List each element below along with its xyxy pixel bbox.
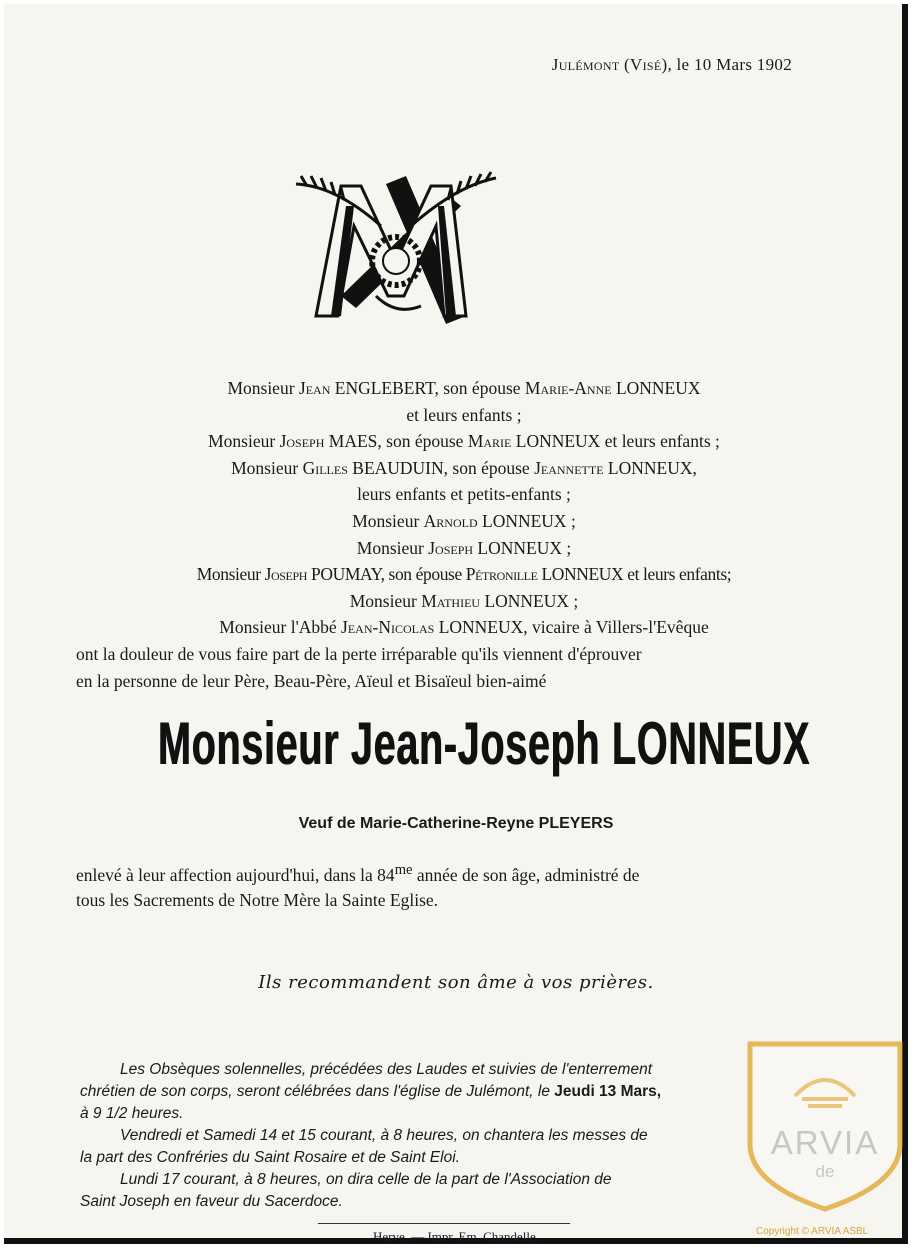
affection-text	[76, 858, 816, 913]
first-name: Arnold	[423, 510, 478, 531]
family-line	[64, 561, 864, 588]
first-name: Joseph	[264, 564, 308, 585]
funeral-line: Les Obsèques solennelles, précédées des Laudes et suivies de l'enterrement	[120, 1061, 653, 1078]
family-line	[64, 614, 864, 641]
family-line	[64, 455, 864, 482]
family-announcement	[64, 375, 864, 694]
text: Monsieur l'Abbé	[219, 617, 342, 638]
region-name: (Visé)	[624, 55, 668, 74]
prayer-line: Ils recommandent son âme à vos prières.	[258, 972, 654, 993]
funeral-line: Saint Joseph en faveur du Sacerdoce.	[80, 1193, 343, 1210]
text: LONNEUX, vicaire à Villers-l'Evêque	[434, 617, 709, 638]
place-name: Julémont	[551, 55, 620, 74]
text: LONNEUX ;	[473, 537, 572, 558]
text: ENGLEBERT, son épouse	[330, 378, 525, 398]
text: LONNEUX ;	[480, 590, 579, 611]
family-line: leurs enfants et petits-enfants ;	[357, 484, 571, 505]
text: LONNEUX ;	[477, 510, 576, 531]
text: Monsieur	[356, 537, 429, 558]
first-name: Gilles	[302, 457, 348, 478]
text: Monsieur	[231, 457, 303, 478]
family-line	[64, 588, 864, 615]
watermark-sub: de	[815, 1162, 835, 1181]
text: Monsieur	[196, 564, 265, 585]
deceased-name: Monsieur Jean-Joseph LONNEUX	[157, 710, 810, 777]
text: Monsieur	[352, 510, 424, 531]
first-name: Pétronille	[465, 564, 538, 585]
text: enlevé à leur affection aujourd'hui, dans la 84	[76, 864, 395, 885]
text: année de son âge, administré de	[412, 864, 640, 885]
printer-credit: Herve. — Impr. Em. Chandelle.	[372, 1229, 540, 1244]
text: Monsieur	[227, 378, 299, 398]
first-name: Jeannette	[534, 457, 604, 478]
family-line	[64, 428, 864, 455]
text: Monsieur	[349, 590, 422, 611]
funeral-line: Lundi 17 courant, à 8 heures, on dira celle de la part de l'Association de	[120, 1171, 612, 1188]
place-date	[552, 55, 792, 75]
text: POUMAY, son épouse	[307, 564, 466, 585]
funeral-line: la part des Confréries du Saint Rosaire et de Saint Eloi.	[80, 1149, 460, 1166]
text: LONNEUX	[611, 378, 701, 398]
text: LONNEUX et leurs enfants ;	[511, 431, 720, 452]
text: chrétien de son corps, seront célébrées dans l'église de Julémont, le	[80, 1083, 555, 1100]
first-name: Jean	[298, 378, 331, 398]
family-line: et leurs enfants ;	[406, 404, 522, 425]
affection-line	[76, 858, 816, 888]
funeral-line	[80, 1081, 820, 1103]
watermark-name: ARVIA	[770, 1124, 880, 1161]
ordinal-suffix: me	[394, 862, 413, 878]
widower-line: Veuf de Marie-Catherine-Reyne PLEYERS	[298, 815, 614, 832]
first-name: Marie	[467, 431, 512, 452]
funeral-line: Vendredi et Samedi 14 et 15 courant, à 8 heures, on chantera les messes de	[120, 1127, 648, 1144]
ornamental-monogram-icon	[286, 166, 506, 336]
text: MAES, son épouse	[324, 431, 468, 452]
first-name: Marie-Anne	[524, 378, 612, 398]
family-line	[64, 508, 864, 535]
funeral-line: à 9 1/2 heures.	[80, 1105, 184, 1122]
family-line: ont la douleur de vous faire part de la perte irréparable qu'ils viennent d'éprouver	[76, 643, 642, 664]
family-line	[64, 535, 864, 562]
text: BEAUDUIN, son épouse	[347, 457, 535, 478]
first-name: Jean-Nicolas	[341, 617, 435, 638]
copyright-notice: Copyright © ARVIA ASBL	[756, 1226, 869, 1237]
funeral-details	[80, 1059, 820, 1213]
text: Monsieur	[208, 431, 280, 452]
first-name: Joseph	[279, 431, 325, 452]
family-line	[64, 375, 864, 402]
text: LONNEUX et leurs enfants;	[537, 564, 732, 585]
first-name: Joseph	[428, 537, 474, 558]
affection-line: tous les Sacrements de Notre Mère la Sainte Eglise.	[76, 889, 439, 910]
divider	[318, 1223, 570, 1224]
date: , le 10 Mars 1902	[667, 55, 792, 74]
first-name: Mathieu	[421, 590, 481, 611]
funeral-date: Jeudi 13 Mars,	[554, 1083, 662, 1100]
text: LONNEUX,	[603, 457, 697, 478]
family-line: en la personne de leur Père, Beau-Père, Aïeul et Bisaïeul bien-aimé	[76, 670, 547, 691]
